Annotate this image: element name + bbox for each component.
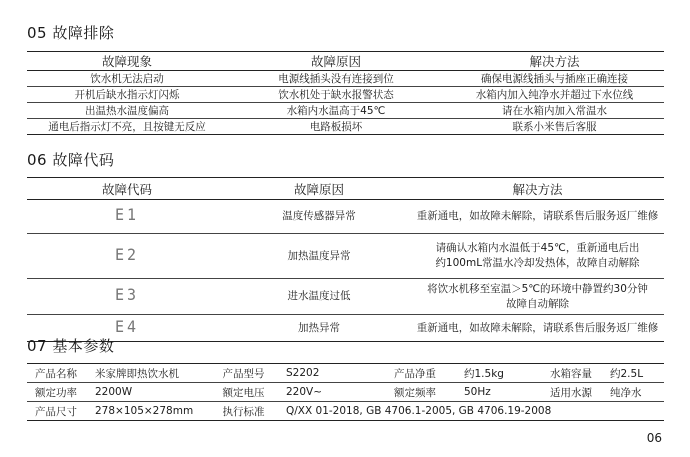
symptom-cell: 出温热水温度偏高 (27, 103, 227, 119)
fault-code-cell (27, 200, 227, 234)
fault-code-cell (27, 234, 227, 279)
spec-value: 米家牌即热饮水机 (87, 364, 211, 383)
spec-label: 水箱容量 (542, 364, 602, 383)
table-row (27, 200, 664, 234)
header-code: 故障代码 (27, 178, 227, 200)
section-title-troubleshooting: 05 故障排除 (27, 24, 115, 42)
cause-cell: 加热异常 (227, 315, 411, 342)
spec-value: 50Hz (456, 383, 542, 402)
spec-label: 产品尺寸 (27, 402, 87, 421)
section-title-fault-codes: 06 故障代码 (27, 151, 115, 169)
fault-code-display: E2 (114, 245, 140, 264)
spec-value: 2200W (87, 383, 211, 402)
spec-label: 产品名称 (27, 364, 87, 383)
fault-code-cell (27, 279, 227, 315)
section-title-specs: 07 基本参数 (27, 337, 115, 355)
table-header-row (27, 178, 664, 200)
cause-cell: 电源线插头没有连接到位 (227, 71, 445, 87)
table-row (27, 402, 664, 421)
spec-label: 额定功率 (27, 383, 87, 402)
spec-value: Q/XX 01-2018, GB 4706.1-2005, GB 4706.19-2008 (278, 402, 664, 421)
solution-cell: 确保电源线插头与插座正确连接 (445, 71, 664, 87)
solution-cell: 重新通电，如故障未解除，请联系售后服务返厂维修 (411, 200, 664, 234)
cause-cell: 饮水机处于缺水报警状态 (227, 87, 445, 103)
fault-code-display: E3 (114, 285, 140, 305)
table-row (27, 103, 664, 119)
solution-cell: 请确认水箱内水温低于45℃，重新通电后出 约100mL常温水冷却发热体，故障自动解除 (411, 234, 664, 279)
table-row (27, 71, 664, 87)
header-cause: 故障原因 (227, 178, 411, 200)
page-number: 06 (646, 431, 662, 445)
solution-cell: 联系小米售后客服 (445, 119, 664, 135)
cause-cell: 电路板损坏 (227, 119, 445, 135)
header-symptom: 故障现象 (27, 52, 227, 71)
fault-code-table (27, 177, 664, 342)
troubleshooting-table (27, 51, 664, 135)
table-row (27, 364, 664, 383)
symptom-cell: 饮水机无法启动 (27, 71, 227, 87)
table-row (27, 383, 664, 402)
fault-code-display: E4 (114, 317, 140, 336)
symptom-cell: 开机后缺水指示灯闪烁 (27, 87, 227, 103)
specs-table (27, 363, 664, 421)
table-header-row (27, 52, 664, 71)
solution-cell: 请在水箱内加入常温水 (445, 103, 664, 119)
fault-code-display: E1 (114, 205, 140, 225)
header-solution: 解决方法 (411, 178, 664, 200)
spec-value: 约1.5kg (456, 364, 542, 383)
spec-value: 约2.5L (602, 364, 664, 383)
cause-cell: 水箱内水温高于45℃ (227, 103, 445, 119)
table-row (27, 234, 664, 279)
spec-value: 纯净水 (602, 383, 664, 402)
solution-cell: 重新通电，如故障未解除，请联系售后服务返厂维修 (411, 315, 664, 342)
symptom-cell: 通电后指示灯不亮，且按键无反应 (27, 119, 227, 135)
solution-cell: 水箱内加入纯净水并超过下水位线 (445, 87, 664, 103)
spec-value: 278×105×278mm (87, 402, 211, 421)
cause-cell: 进水温度过低 (227, 279, 411, 315)
spec-value: S2202 (278, 364, 376, 383)
spec-label: 适用水源 (542, 383, 602, 402)
header-cause: 故障原因 (227, 52, 445, 71)
cause-cell: 加热温度异常 (227, 234, 411, 279)
spec-label: 产品净重 (376, 364, 456, 383)
table-row (27, 87, 664, 103)
cause-cell: 温度传感器异常 (227, 200, 411, 234)
spec-label: 额定频率 (376, 383, 456, 402)
spec-label: 额定电压 (211, 383, 278, 402)
table-row (27, 279, 664, 315)
solution-cell: 将饮水机移至室温＞5℃的环境中静置约30分钟 故障自动解除 (411, 279, 664, 315)
spec-label: 产品型号 (211, 364, 278, 383)
header-solution: 解决方法 (445, 52, 664, 71)
spec-label: 执行标准 (211, 402, 278, 421)
table-row (27, 315, 664, 342)
table-row (27, 119, 664, 135)
spec-value: 220V~ (278, 383, 376, 402)
